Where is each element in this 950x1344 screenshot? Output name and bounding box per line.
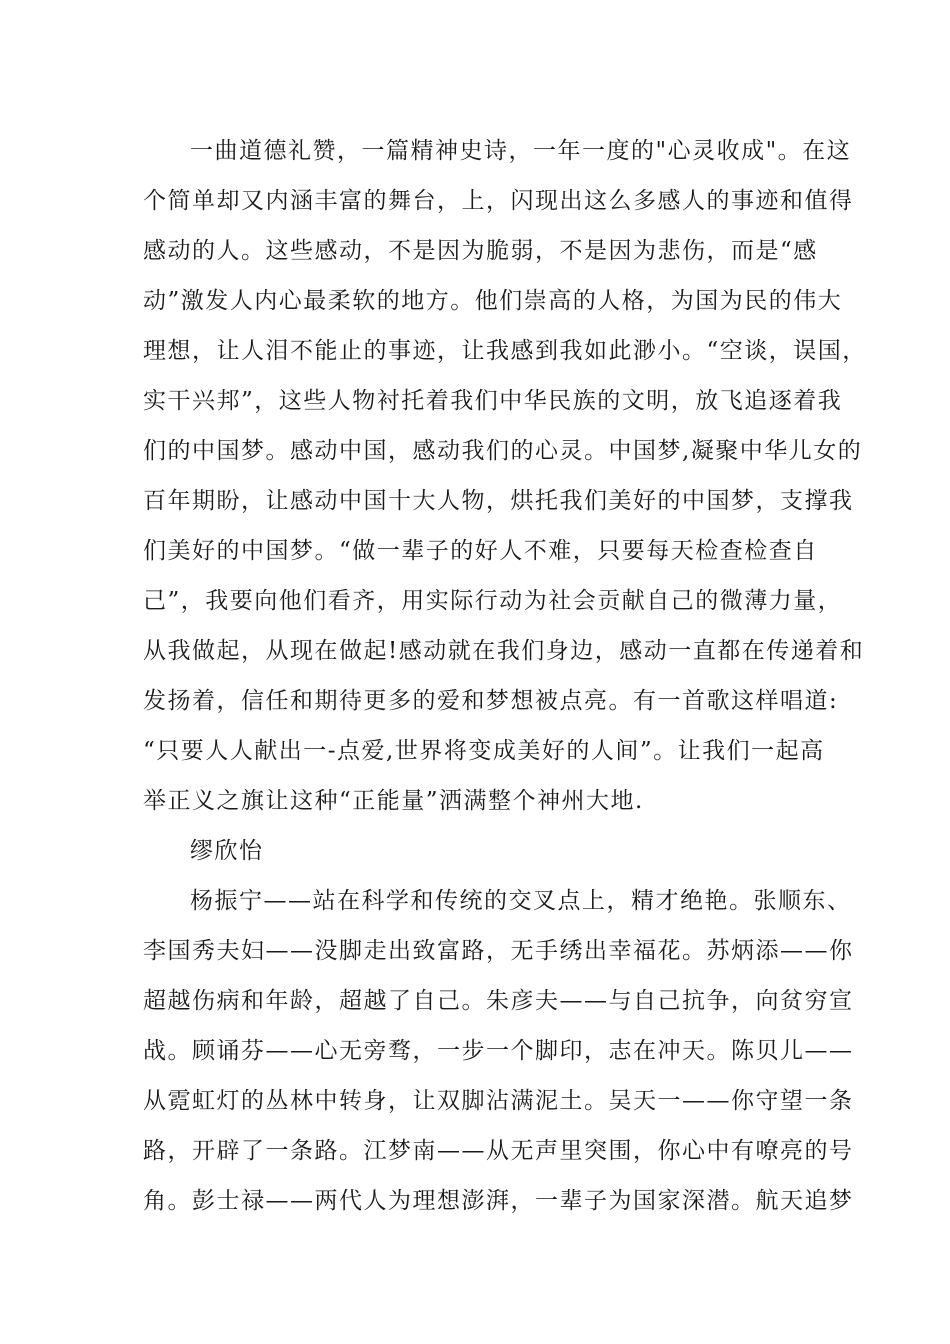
paragraph-1-line-5: 理想，让人泪不能止的事迹，让我感到我如此渺小。“空谈，误国， — [143, 338, 867, 364]
paragraph-1-line-6: 实干兴邦”，这些人物衬托着我们中华民族的文明，放飞追逐着我 — [143, 388, 843, 414]
paragraph-1-line-12: 发扬着，信任和期待更多的爱和梦想被点亮。有一首歌这样唱道: — [143, 688, 839, 714]
paragraph-1-line-10: 己”，我要向他们看齐，用实际行动为社会贡献自己的微薄力量， — [143, 588, 843, 614]
paragraph-1-line-13: “只要人人献出一-点爱,世界将变成美好的人间”。让我们一起高 — [143, 738, 825, 764]
paragraph-1-line-7: 们的中国梦。感动中国，感动我们的心灵。中国梦,凝聚中华儿女的 — [143, 438, 863, 464]
paragraph-2-line-5: 从霓虹灯的丛林中转身，让双脚沾满泥土。吴天一——你守望一条 — [143, 1088, 854, 1114]
paragraph-2-line-6: 路，开辟了一条路。江梦南——从无声里突围，你心中有嘹亮的号 — [143, 1138, 854, 1164]
paragraph-1-line-8: 百年期盼，让感动中国十大人物，烘托我们美好的中国梦，支撑我 — [143, 488, 854, 514]
author-name: 缪欣怡 — [190, 838, 264, 864]
paragraph-1-line-2: 个简单却又内涵丰富的舞台，上，闪现出这么多感人的事迹和值得 — [143, 188, 854, 214]
paragraph-2-line-1: 杨振宁——站在科学和传统的交叉点上，精才绝艳。张顺东、 — [190, 888, 852, 914]
paragraph-1-line-3: 感动的人。这些感动，不是因为脆弱，不是因为悲伤，而是“感 — [143, 238, 818, 264]
paragraph-1-line-9: 们美好的中国梦。“做一辈子的好人不难，只要每天检查检查自 — [143, 538, 818, 564]
paragraph-2-line-2: 李国秀夫妇——没脚走出致富路，无手绣出幸福花。苏炳添——你 — [143, 938, 854, 964]
paragraph-2-line-4: 战。顾诵芬——心无旁骛，一步一个脚印，志在冲天。陈贝儿—— — [143, 1038, 854, 1064]
paragraph-2-line-3: 超越伤病和年龄，超越了自己。朱彦夫——与自己抗争，向贫穷宣 — [143, 988, 854, 1014]
paragraph-1-line-4: 动”激发人内心最柔软的地方。他们崇高的人格，为国为民的伟大 — [143, 288, 843, 314]
paragraph-1-line-1: 一曲道德礼赞，一篇精神史诗，一年一度的"心灵收成"。在这 — [190, 138, 852, 164]
paragraph-2-line-7: 角。彭士禄——两代人为理想澎湃，一辈子为国家深潜。航天追梦 — [143, 1188, 854, 1214]
paragraph-1-line-14: 举正义之旗让这种“正能量”洒满整个神州大地. — [143, 788, 644, 814]
paragraph-1-line-11: 从我做起，从现在做起!感动就在我们身边，感动一直都在传递着和 — [143, 638, 865, 664]
